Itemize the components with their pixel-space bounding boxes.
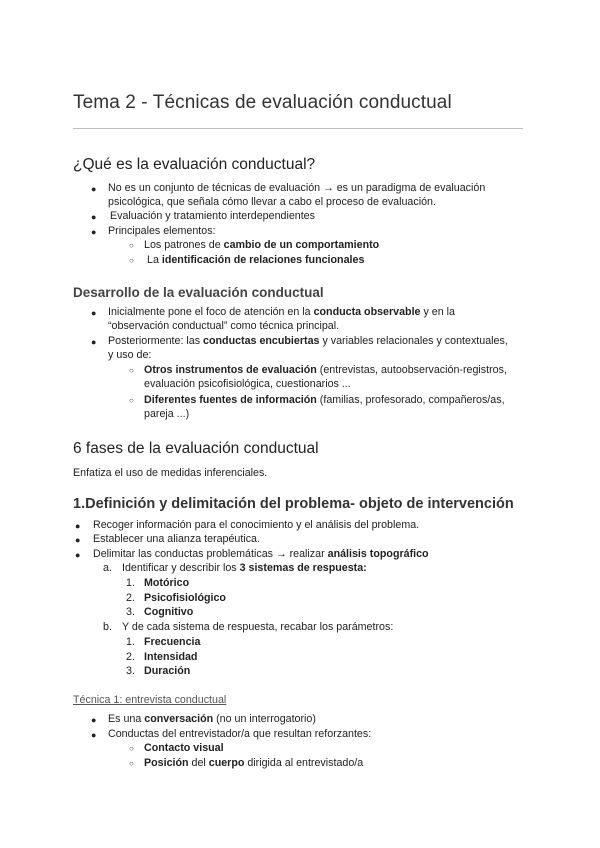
heading-6-fases: 6 fases de la evaluación conductual (73, 440, 319, 457)
s4-a-item-1: Motórico (144, 577, 190, 589)
s4-a-item-3: Cognitivo (144, 606, 194, 618)
list-marker-3: 3. (126, 606, 135, 618)
s4-b-item-1: Frecuencia (144, 636, 201, 648)
heading-desarrollo: Desarrollo de la evaluación conductual (73, 285, 324, 300)
list-marker-1: 1. (126, 636, 135, 648)
s2-sub-bullet-2-line-1: Diferentes fuentes de información (familias, profesorado, compañeros/as, (144, 394, 505, 406)
s1-bullet-1-line-1: No es un conjunto de técnicas de evaluación → es un paradigma de evaluación (108, 182, 486, 194)
bullet-icon: ● (75, 521, 81, 531)
circle-bullet-icon: ○ (129, 241, 134, 250)
s2-bullet-1-line-1: Inicialmente pone el foco de atención en la conducta observable y en la (108, 306, 455, 318)
s5-sub-bullet-2: Posición del cuerpo dirigida al entrevistado/a (144, 757, 364, 769)
list-marker-3: 3. (126, 665, 135, 677)
list-marker-2: 2. (126, 592, 135, 604)
s2-bullet-2-line-1: Posteriormente: las conductas encubiertas y variables relacionales y contextuales, (108, 335, 508, 347)
s4-item-b: Y de cada sistema de respuesta, recabar los parámetros: (122, 621, 394, 633)
s4-item-a: Identificar y describir los 3 sistemas de respuesta: (122, 562, 367, 574)
s5-sub-bullet-1: Contacto visual (144, 742, 224, 754)
list-marker-2: 2. (126, 651, 135, 663)
s4-bullet-1: Recoger información para el conocimiento y el análisis del problema. (93, 519, 420, 531)
bullet-icon: ● (91, 184, 97, 194)
s3-intro: Enfatiza el uso de medidas inferenciales. (73, 467, 268, 479)
list-marker-a: a. (103, 562, 112, 574)
circle-bullet-icon: ○ (129, 759, 134, 768)
s4-b-item-3: Duración (144, 665, 191, 677)
heading-que-es: ¿Qué es la evaluación conductual? (73, 156, 316, 173)
circle-bullet-icon: ○ (129, 366, 134, 375)
s5-bullet-1: Es una conversación (no un interrogatorio) (108, 713, 316, 725)
circle-bullet-icon: ○ (129, 256, 134, 265)
s2-sub-bullet-1-line-1: Otros instrumentos de evaluación (entrevistas, autoobservación-registros, (144, 364, 507, 376)
s2-sub-bullet-2-line-2: pareja ...) (144, 408, 190, 420)
bullet-icon: ● (91, 337, 97, 347)
s1-bullet-1-line-2: psicológica, que señala cómo llevar a cabo el proceso de evaluación. (108, 196, 436, 208)
s1-sub-bullet-1: Los patrones de cambio de un comportamiento (144, 239, 380, 251)
bullet-icon: ● (75, 550, 81, 560)
bullet-icon: ● (91, 308, 97, 318)
list-marker-1: 1. (126, 577, 135, 589)
document-title: Tema 2 - Técnicas de evaluación conductual (73, 92, 452, 113)
s2-sub-bullet-1-line-2: evaluación psicofisiológica, cuestionarios ... (144, 378, 351, 390)
s1-bullet-2: Evaluación y tratamiento interdependientes (110, 210, 315, 222)
list-marker-b: b. (103, 621, 112, 633)
s2-bullet-1-line-2: “observación conductual” como técnica principal. (108, 320, 340, 332)
s4-bullet-2: Establecer una alianza terapéutica. (93, 533, 260, 545)
s4-a-item-2: Psicofisiológico (144, 592, 226, 604)
s4-b-item-2: Intensidad (144, 651, 198, 663)
s1-sub-bullet-2: La identificación de relaciones funcionales (147, 254, 365, 266)
bullet-icon: ● (75, 535, 81, 545)
bullet-icon: ● (91, 715, 97, 725)
s4-bullet-3: Delimitar las conductas problemáticas → realizar análisis topográfico (93, 548, 429, 560)
circle-bullet-icon: ○ (129, 396, 134, 405)
bullet-icon: ● (91, 227, 97, 237)
s1-bullet-3: Principales elementos: (108, 225, 216, 237)
title-divider (73, 128, 523, 129)
circle-bullet-icon: ○ (129, 744, 134, 753)
s2-bullet-2-line-2: y uso de: (108, 349, 152, 361)
s5-bullet-2: Conductas del entrevistador/a que resultan reforzantes: (108, 728, 372, 740)
heading-definicion: 1.Definición y delimitación del problema- objeto de intervención (73, 496, 514, 512)
bullet-icon: ● (91, 730, 97, 740)
heading-tecnica-1: Técnica 1: entrevista conductual (73, 694, 227, 706)
bullet-icon: ● (91, 212, 97, 222)
